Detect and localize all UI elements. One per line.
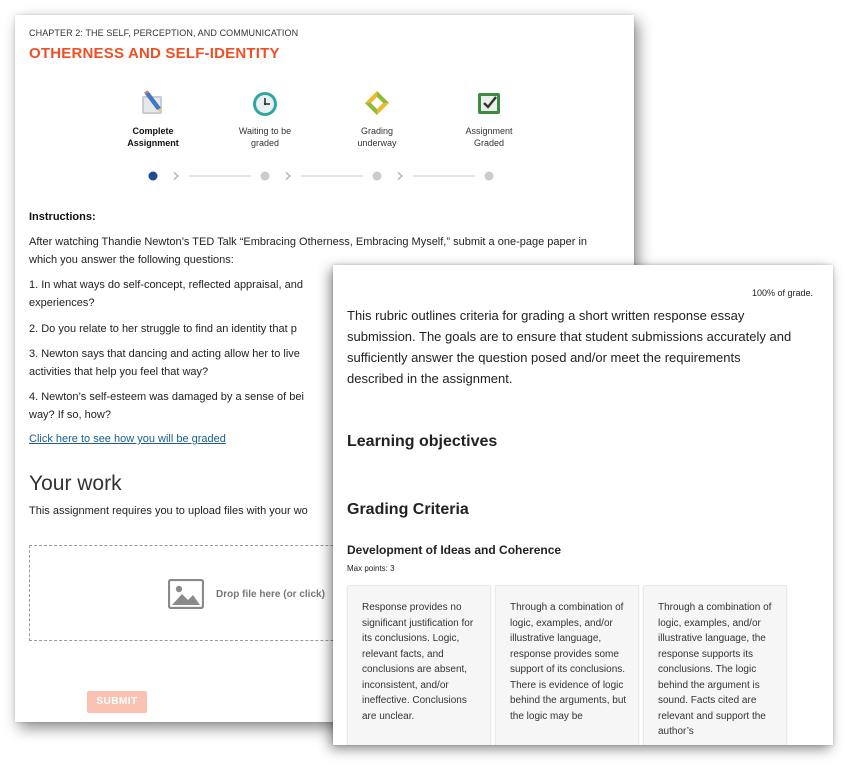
- checkmark-icon: [475, 89, 503, 117]
- step-waiting-to-be-graded: [210, 89, 320, 149]
- criterion-level-card: Through a combination of logic, examples, and/or illustrative language, response provides some support of its conclusions. There is evidence of logic behind the arguments, but the logic may be: [495, 585, 639, 745]
- progress-dot: [261, 172, 270, 181]
- arrow-right-icon: [174, 173, 178, 180]
- step-label: underway: [357, 138, 397, 148]
- step-label: Graded: [473, 138, 505, 148]
- percent-of-grade: 100% of grade.: [751, 288, 813, 298]
- step-grading-underway: [322, 89, 432, 149]
- clock-icon: [251, 89, 279, 117]
- submit-button[interactable]: SUBMIT: [87, 691, 147, 713]
- step-label: Grading: [360, 126, 394, 136]
- progress-dot: [485, 172, 494, 181]
- grading-icon: [363, 89, 391, 117]
- drop-text: Drop file here (or click): [216, 589, 325, 600]
- step-complete-assignment: [98, 89, 208, 149]
- step-label: Waiting to be: [238, 126, 292, 136]
- image-icon: [168, 579, 204, 609]
- upload-note: This assignment requires you to upload files with your wo: [29, 505, 308, 517]
- question-2-line: 2. Do you relate to her struggle to find an identity that p: [29, 323, 297, 335]
- progress-dot-active: [149, 172, 158, 181]
- your-work-heading: Your work: [29, 472, 122, 495]
- rubric-intro-line: This rubric outlines criteria for grading a short written response essay: [347, 308, 745, 323]
- question-4-line: way? If so, how?: [29, 409, 111, 421]
- instructions-heading: Instructions:: [29, 211, 96, 223]
- max-points: Max points: 3: [347, 564, 395, 573]
- step-label: Complete: [132, 126, 174, 136]
- question-3-line: 3. Newton says that dancing and acting allow her to live: [29, 348, 300, 360]
- arrow-right-icon: [286, 173, 290, 180]
- grading-link[interactable]: Click here to see how you will be graded: [29, 433, 226, 445]
- question-4-line: 4. Newton’s self-esteem was damaged by a sense of bei: [29, 391, 304, 403]
- rubric-intro: [347, 305, 817, 389]
- question-1-line: experiences?: [29, 297, 95, 309]
- step-label: Assignment: [465, 126, 513, 136]
- instructions-intro-line: which you answer the following questions:: [29, 254, 234, 266]
- step-label: Assignment: [127, 138, 179, 148]
- question-1-line: 1. In what ways do self-concept, reflected appraisal, and: [29, 279, 303, 291]
- page-title: OTHERNESS AND SELF-IDENTITY: [29, 45, 280, 62]
- learning-objectives-heading: Learning objectives: [347, 433, 498, 450]
- instructions-intro-line: After watching Thandie Newton’s TED Talk “Embracing Otherness, Embracing Myself,” submit a one-page paper in: [29, 236, 588, 248]
- progress-dot: [373, 172, 382, 181]
- rubric-intro-line: sufficiently answer the question posed and/or meet the requirements: [347, 350, 741, 365]
- arrow-right-icon: [398, 173, 402, 180]
- rubric-intro-line: described in the assignment.: [347, 371, 513, 386]
- criterion-level-card: Response provides no significant justification for its conclusions. Logic, relevant facts, and conclusions are absent, inconsistent, and/or ineffective. Conclusions are unclear.: [347, 585, 491, 745]
- rubric-intro-line: submission. The goals are to ensure that student submissions accurately and: [347, 329, 792, 344]
- pencil-icon: [139, 89, 167, 117]
- step-assignment-graded: [434, 89, 544, 149]
- criterion-level-card: Through a combination of logic, examples, and/or illustrative language, the response supports its conclusions. The logic behind the argument is sound. Facts cited are relevant and support the author’s: [643, 585, 787, 745]
- criterion-title: Development of Ideas and Coherence: [347, 543, 562, 557]
- rubric-panel: [333, 265, 833, 745]
- progress-track: [15, 168, 634, 184]
- grading-criteria-heading: Grading Criteria: [347, 501, 469, 518]
- chapter-label: CHAPTER 2: THE SELF, PERCEPTION, AND COMMUNICATION: [29, 28, 299, 38]
- question-3-line: activities that help you feel that way?: [29, 366, 209, 378]
- step-label: graded: [250, 138, 280, 148]
